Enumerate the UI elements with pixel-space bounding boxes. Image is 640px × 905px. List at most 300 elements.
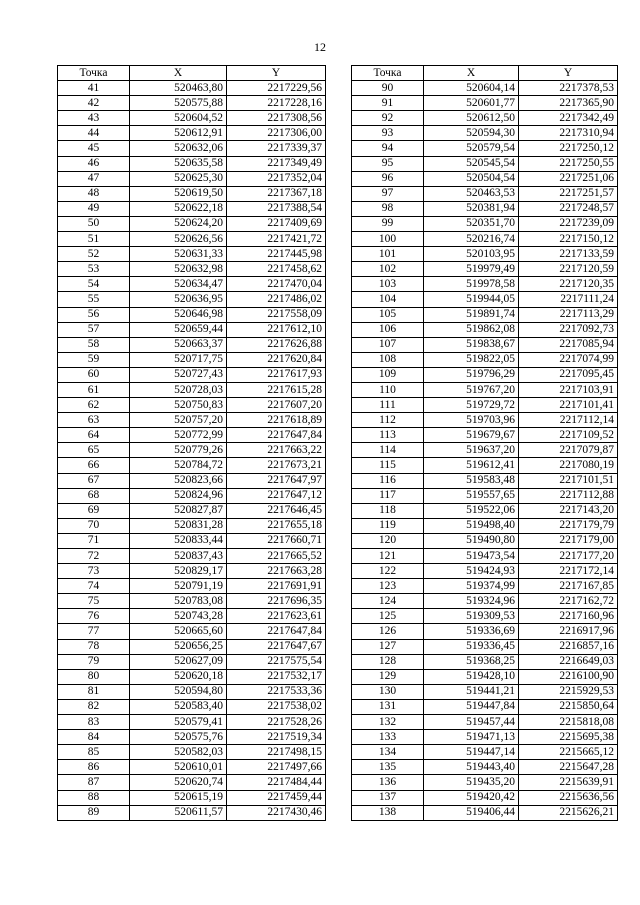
table-row [352, 367, 618, 382]
table-row [58, 730, 326, 745]
table-row [58, 201, 326, 216]
point-number: 130 [352, 684, 424, 699]
table-row [58, 609, 326, 624]
y-coordinate: 2217113,29 [519, 307, 618, 322]
point-number: 73 [58, 564, 130, 579]
y-coordinate: 2217378,53 [519, 81, 618, 96]
point-number: 78 [58, 639, 130, 654]
table-row [352, 564, 618, 579]
x-coordinate: 520622,18 [130, 201, 227, 216]
table-row [58, 745, 326, 760]
y-coordinate: 2217663,28 [227, 564, 326, 579]
y-coordinate: 2217092,73 [519, 322, 618, 337]
y-coordinate: 2217647,67 [227, 639, 326, 654]
x-coordinate: 520620,18 [130, 669, 227, 684]
x-coordinate: 520612,50 [424, 111, 519, 126]
table-row [58, 624, 326, 639]
point-number: 113 [352, 428, 424, 443]
point-number: 125 [352, 609, 424, 624]
x-coordinate: 520545,54 [424, 156, 519, 171]
x-coordinate: 520665,60 [130, 624, 227, 639]
y-coordinate: 2216100,90 [519, 669, 618, 684]
table-row [58, 760, 326, 775]
y-coordinate: 2217228,16 [227, 96, 326, 111]
point-number: 126 [352, 624, 424, 639]
x-coordinate: 520837,43 [130, 549, 227, 564]
y-coordinate: 2217388,54 [227, 201, 326, 216]
y-coordinate: 2217528,26 [227, 715, 326, 730]
table-row [352, 398, 618, 413]
table-row [58, 775, 326, 790]
x-coordinate: 520632,98 [130, 262, 227, 277]
coordinates-table-right [351, 65, 618, 821]
table-row [58, 654, 326, 669]
table-row [352, 96, 618, 111]
y-coordinate: 2217160,96 [519, 609, 618, 624]
x-coordinate: 520625,30 [130, 171, 227, 186]
table-row [352, 141, 618, 156]
x-coordinate: 520827,87 [130, 503, 227, 518]
table-row [58, 443, 326, 458]
y-coordinate: 2217647,84 [227, 428, 326, 443]
x-coordinate: 519796,29 [424, 367, 519, 382]
x-coordinate: 520381,94 [424, 201, 519, 216]
point-number: 90 [352, 81, 424, 96]
y-coordinate: 2217339,37 [227, 141, 326, 156]
x-coordinate: 520727,43 [130, 367, 227, 382]
point-number: 133 [352, 730, 424, 745]
y-coordinate: 2217421,72 [227, 232, 326, 247]
y-coordinate: 2217575,54 [227, 654, 326, 669]
y-coordinate: 2216857,16 [519, 639, 618, 654]
table-row [58, 805, 326, 820]
y-coordinate: 2217615,28 [227, 382, 326, 397]
point-number: 54 [58, 277, 130, 292]
y-coordinate: 2217248,57 [519, 201, 618, 216]
y-coordinate: 2217095,45 [519, 367, 618, 382]
x-coordinate: 520784,72 [130, 458, 227, 473]
table-row [58, 533, 326, 548]
y-coordinate: 2217109,52 [519, 428, 618, 443]
table-row [58, 367, 326, 382]
point-number: 56 [58, 307, 130, 322]
x-coordinate: 520824,96 [130, 488, 227, 503]
y-coordinate: 2217497,66 [227, 760, 326, 775]
table-row [352, 503, 618, 518]
x-coordinate: 520604,14 [424, 81, 519, 96]
x-coordinate: 519944,05 [424, 292, 519, 307]
point-number: 58 [58, 337, 130, 352]
y-coordinate: 2217691,91 [227, 579, 326, 594]
coordinates-right-body [352, 81, 618, 821]
x-coordinate: 519490,80 [424, 533, 519, 548]
y-coordinate: 2217647,97 [227, 473, 326, 488]
table-row [58, 503, 326, 518]
x-coordinate: 520575,88 [130, 96, 227, 111]
y-coordinate: 2217647,12 [227, 488, 326, 503]
x-coordinate: 519891,74 [424, 307, 519, 322]
point-number: 42 [58, 96, 130, 111]
table-row [352, 609, 618, 624]
point-number: 85 [58, 745, 130, 760]
point-number: 50 [58, 216, 130, 231]
x-coordinate: 519679,67 [424, 428, 519, 443]
point-number: 83 [58, 715, 130, 730]
table-row [58, 669, 326, 684]
y-coordinate: 2217310,94 [519, 126, 618, 141]
table-row [352, 277, 618, 292]
point-number: 47 [58, 171, 130, 186]
table-row [58, 382, 326, 397]
header-y: Y [519, 66, 618, 81]
table-row [58, 790, 326, 805]
table-row [352, 458, 618, 473]
y-coordinate: 2217532,17 [227, 669, 326, 684]
table-row [352, 322, 618, 337]
table-row [352, 715, 618, 730]
x-coordinate: 520779,26 [130, 443, 227, 458]
y-coordinate: 2217306,00 [227, 126, 326, 141]
table-row [352, 232, 618, 247]
x-coordinate: 519583,48 [424, 473, 519, 488]
point-number: 131 [352, 699, 424, 714]
point-number: 82 [58, 699, 130, 714]
x-coordinate: 519703,96 [424, 413, 519, 428]
y-coordinate: 2217179,00 [519, 533, 618, 548]
x-coordinate: 520757,20 [130, 413, 227, 428]
y-coordinate: 2217459,44 [227, 790, 326, 805]
point-number: 123 [352, 579, 424, 594]
point-number: 105 [352, 307, 424, 322]
point-number: 97 [352, 186, 424, 201]
point-number: 135 [352, 760, 424, 775]
x-coordinate: 519838,67 [424, 337, 519, 352]
header-x: X [130, 66, 227, 81]
x-coordinate: 519336,45 [424, 639, 519, 654]
table-row [352, 654, 618, 669]
coordinates-left-body [58, 81, 326, 821]
table-row [352, 579, 618, 594]
x-coordinate: 520829,17 [130, 564, 227, 579]
point-number: 74 [58, 579, 130, 594]
x-coordinate: 519435,20 [424, 775, 519, 790]
point-number: 101 [352, 247, 424, 262]
point-number: 127 [352, 639, 424, 654]
table-row [352, 337, 618, 352]
table-row [58, 247, 326, 262]
point-number: 60 [58, 367, 130, 382]
table-row [58, 715, 326, 730]
coordinates-table-left [57, 65, 326, 821]
table-row [58, 292, 326, 307]
table-row [352, 684, 618, 699]
y-coordinate: 2217663,22 [227, 443, 326, 458]
table-row [352, 126, 618, 141]
point-number: 118 [352, 503, 424, 518]
point-number: 51 [58, 232, 130, 247]
y-coordinate: 2217177,20 [519, 549, 618, 564]
x-coordinate: 519336,69 [424, 624, 519, 639]
table-row [58, 126, 326, 141]
y-coordinate: 2216917,96 [519, 624, 618, 639]
y-coordinate: 2217111,24 [519, 292, 618, 307]
point-number: 75 [58, 594, 130, 609]
y-coordinate: 2217079,87 [519, 443, 618, 458]
y-coordinate: 2217617,93 [227, 367, 326, 382]
x-coordinate: 520626,56 [130, 232, 227, 247]
point-number: 114 [352, 443, 424, 458]
x-coordinate: 520583,40 [130, 699, 227, 714]
y-coordinate: 2217342,49 [519, 111, 618, 126]
point-number: 117 [352, 488, 424, 503]
table-row [58, 639, 326, 654]
y-coordinate: 2217349,49 [227, 156, 326, 171]
point-number: 112 [352, 413, 424, 428]
point-number: 88 [58, 790, 130, 805]
table-row [352, 81, 618, 96]
y-coordinate: 2217538,02 [227, 699, 326, 714]
x-coordinate: 520772,99 [130, 428, 227, 443]
header-y: Y [227, 66, 326, 81]
x-coordinate: 520636,95 [130, 292, 227, 307]
x-coordinate: 520717,75 [130, 352, 227, 367]
point-number: 129 [352, 669, 424, 684]
x-coordinate: 520750,83 [130, 398, 227, 413]
point-number: 70 [58, 518, 130, 533]
x-coordinate: 519457,44 [424, 715, 519, 730]
point-number: 65 [58, 443, 130, 458]
table-row [352, 639, 618, 654]
y-coordinate: 2217250,55 [519, 156, 618, 171]
point-number: 106 [352, 322, 424, 337]
point-number: 76 [58, 609, 130, 624]
table-row [58, 186, 326, 201]
x-coordinate: 519979,49 [424, 262, 519, 277]
table-row [352, 201, 618, 216]
x-coordinate: 519473,54 [424, 549, 519, 564]
x-coordinate: 519406,44 [424, 805, 519, 820]
y-coordinate: 2217647,84 [227, 624, 326, 639]
x-coordinate: 520610,01 [130, 760, 227, 775]
point-number: 68 [58, 488, 130, 503]
x-coordinate: 520663,37 [130, 337, 227, 352]
table-row [352, 307, 618, 322]
table-row [352, 549, 618, 564]
point-number: 98 [352, 201, 424, 216]
x-coordinate: 520579,41 [130, 715, 227, 730]
point-number: 69 [58, 503, 130, 518]
x-coordinate: 519471,13 [424, 730, 519, 745]
y-coordinate: 2217558,09 [227, 307, 326, 322]
table-row [58, 398, 326, 413]
point-number: 95 [352, 156, 424, 171]
y-coordinate: 2217665,52 [227, 549, 326, 564]
y-coordinate: 2217103,91 [519, 382, 618, 397]
x-coordinate: 520783,08 [130, 594, 227, 609]
table-row [58, 216, 326, 231]
x-coordinate: 520594,80 [130, 684, 227, 699]
point-number: 132 [352, 715, 424, 730]
point-number: 64 [58, 428, 130, 443]
point-number: 122 [352, 564, 424, 579]
x-coordinate: 519424,93 [424, 564, 519, 579]
y-coordinate: 2215695,38 [519, 730, 618, 745]
table-row [58, 156, 326, 171]
x-coordinate: 520351,70 [424, 216, 519, 231]
point-number: 103 [352, 277, 424, 292]
table-row [352, 488, 618, 503]
x-coordinate: 520631,33 [130, 247, 227, 262]
y-coordinate: 2217367,18 [227, 186, 326, 201]
x-coordinate: 520612,91 [130, 126, 227, 141]
y-coordinate: 2215647,28 [519, 760, 618, 775]
table-row [352, 352, 618, 367]
point-number: 49 [58, 201, 130, 216]
x-coordinate: 520579,54 [424, 141, 519, 156]
x-coordinate: 519637,20 [424, 443, 519, 458]
x-coordinate: 519309,53 [424, 609, 519, 624]
y-coordinate: 2217470,04 [227, 277, 326, 292]
table-row [58, 473, 326, 488]
y-coordinate: 2216649,03 [519, 654, 618, 669]
table-row [58, 594, 326, 609]
y-coordinate: 2217112,14 [519, 413, 618, 428]
table-row [58, 352, 326, 367]
y-coordinate: 2217673,21 [227, 458, 326, 473]
y-coordinate: 2217626,88 [227, 337, 326, 352]
x-coordinate: 519374,99 [424, 579, 519, 594]
x-coordinate: 520619,50 [130, 186, 227, 201]
y-coordinate: 2217229,56 [227, 81, 326, 96]
table-row [352, 594, 618, 609]
y-coordinate: 2217120,35 [519, 277, 618, 292]
x-coordinate: 519324,96 [424, 594, 519, 609]
x-coordinate: 520594,30 [424, 126, 519, 141]
y-coordinate: 2217618,89 [227, 413, 326, 428]
x-coordinate: 520624,20 [130, 216, 227, 231]
x-coordinate: 520791,19 [130, 579, 227, 594]
point-number: 44 [58, 126, 130, 141]
point-number: 100 [352, 232, 424, 247]
y-coordinate: 2217519,34 [227, 730, 326, 745]
point-number: 46 [58, 156, 130, 171]
y-coordinate: 2217308,56 [227, 111, 326, 126]
point-number: 57 [58, 322, 130, 337]
table-row [58, 307, 326, 322]
y-coordinate: 2217080,19 [519, 458, 618, 473]
table-row [58, 337, 326, 352]
x-coordinate: 520743,28 [130, 609, 227, 624]
point-number: 138 [352, 805, 424, 820]
table-header-row [352, 66, 618, 81]
y-coordinate: 2217486,02 [227, 292, 326, 307]
y-coordinate: 2217409,69 [227, 216, 326, 231]
y-coordinate: 2217074,99 [519, 352, 618, 367]
x-coordinate: 520656,25 [130, 639, 227, 654]
point-number: 89 [58, 805, 130, 820]
x-coordinate: 520632,06 [130, 141, 227, 156]
y-coordinate: 2217162,72 [519, 594, 618, 609]
table-row [352, 156, 618, 171]
y-coordinate: 2217696,35 [227, 594, 326, 609]
x-coordinate: 520627,09 [130, 654, 227, 669]
point-number: 84 [58, 730, 130, 745]
point-number: 116 [352, 473, 424, 488]
point-number: 55 [58, 292, 130, 307]
point-number: 91 [352, 96, 424, 111]
header-x: X [424, 66, 519, 81]
point-number: 115 [352, 458, 424, 473]
x-coordinate: 520620,74 [130, 775, 227, 790]
y-coordinate: 2217660,71 [227, 533, 326, 548]
y-coordinate: 2215929,53 [519, 684, 618, 699]
point-number: 108 [352, 352, 424, 367]
point-number: 111 [352, 398, 424, 413]
y-coordinate: 2215850,64 [519, 699, 618, 714]
point-number: 53 [58, 262, 130, 277]
point-number: 67 [58, 473, 130, 488]
x-coordinate: 519368,25 [424, 654, 519, 669]
point-number: 86 [58, 760, 130, 775]
table-row [352, 533, 618, 548]
table-row [58, 141, 326, 156]
y-coordinate: 2217251,06 [519, 171, 618, 186]
table-row [352, 111, 618, 126]
table-row [58, 111, 326, 126]
table-row [352, 171, 618, 186]
x-coordinate: 520615,19 [130, 790, 227, 805]
point-number: 104 [352, 292, 424, 307]
y-coordinate: 2217498,15 [227, 745, 326, 760]
page-number: 12 [314, 40, 326, 54]
x-coordinate: 519420,42 [424, 790, 519, 805]
point-number: 93 [352, 126, 424, 141]
y-coordinate: 2217484,44 [227, 775, 326, 790]
x-coordinate: 519443,40 [424, 760, 519, 775]
y-coordinate: 2215818,08 [519, 715, 618, 730]
x-coordinate: 519441,21 [424, 684, 519, 699]
x-coordinate: 519557,65 [424, 488, 519, 503]
point-number: 109 [352, 367, 424, 382]
table-row [352, 216, 618, 231]
point-number: 77 [58, 624, 130, 639]
y-coordinate: 2215639,91 [519, 775, 618, 790]
table-row [352, 669, 618, 684]
point-number: 71 [58, 533, 130, 548]
table-row [58, 458, 326, 473]
x-coordinate: 520103,95 [424, 247, 519, 262]
table-row [352, 473, 618, 488]
header-point: Точка [352, 66, 424, 81]
point-number: 119 [352, 518, 424, 533]
point-number: 110 [352, 382, 424, 397]
table-row [352, 262, 618, 277]
x-coordinate: 520823,66 [130, 473, 227, 488]
y-coordinate: 2217533,36 [227, 684, 326, 699]
x-coordinate: 520504,54 [424, 171, 519, 186]
x-coordinate: 520831,28 [130, 518, 227, 533]
x-coordinate: 520659,44 [130, 322, 227, 337]
point-number: 63 [58, 413, 130, 428]
point-number: 43 [58, 111, 130, 126]
y-coordinate: 2215626,21 [519, 805, 618, 820]
x-coordinate: 520833,44 [130, 533, 227, 548]
table-row [58, 428, 326, 443]
x-coordinate: 520582,03 [130, 745, 227, 760]
table-row [58, 518, 326, 533]
point-number: 92 [352, 111, 424, 126]
x-coordinate: 519822,05 [424, 352, 519, 367]
